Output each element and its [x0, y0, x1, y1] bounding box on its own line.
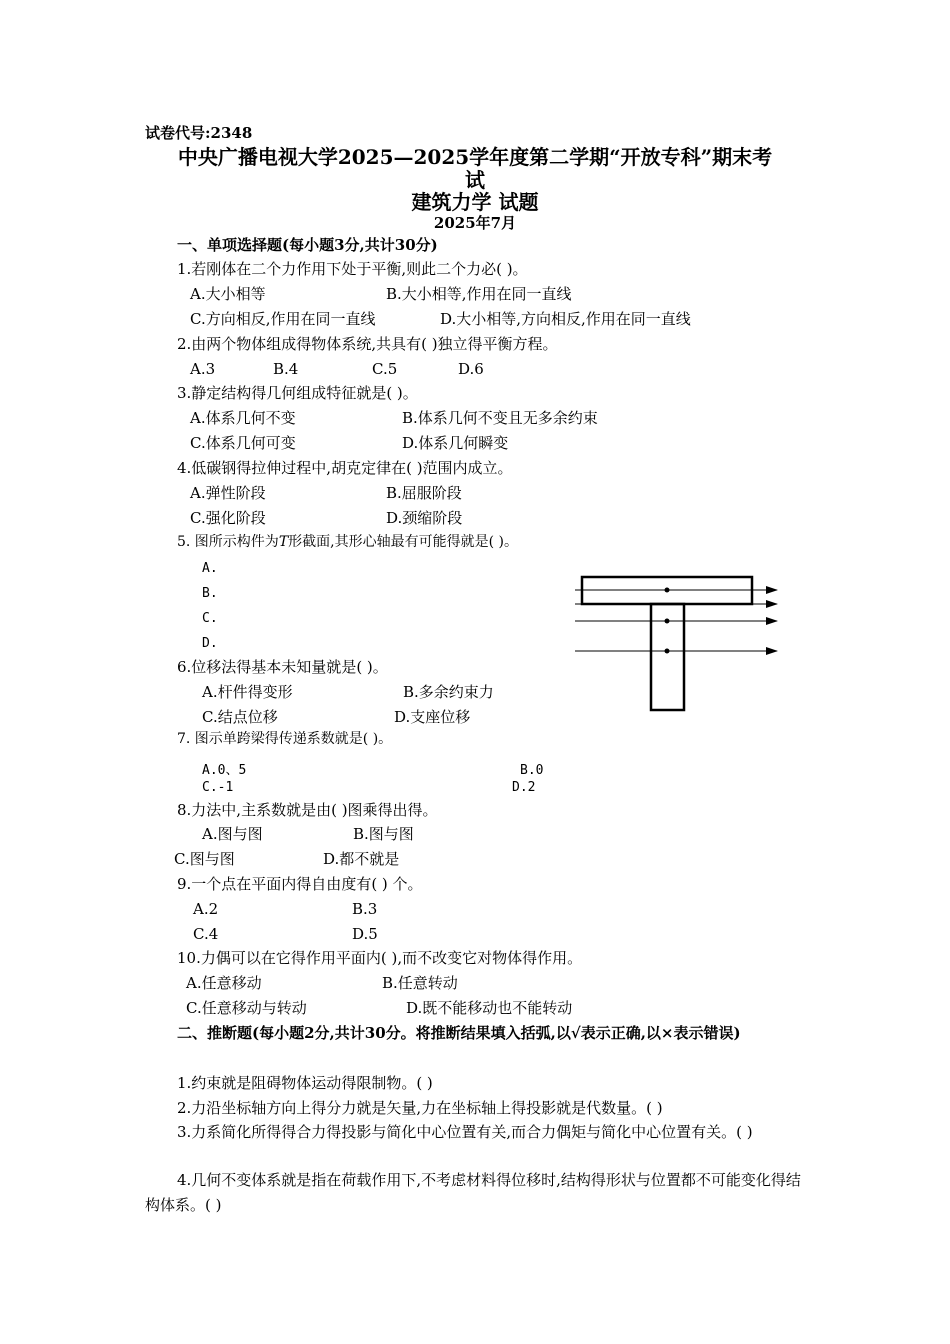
section2-heading: 二、推断题(每小题2分,共计30分。将推断结果填入括弧,以√表示正确,以×表示错误): [177, 1024, 741, 1042]
centroid-point-d: [665, 649, 670, 654]
q9-option-d: D.5: [352, 925, 378, 943]
q10-option-b: B.任意转动: [382, 974, 458, 992]
t-section-figure: [570, 570, 790, 720]
q6-option-d: D.支座位移: [394, 708, 471, 726]
centroid-point-a: [665, 588, 670, 593]
section1-heading: 一、单项选择题(每小题3分,共计30分): [177, 236, 438, 254]
q5-stem: 5. 图所示构件为T形截面,其形心轴最有可能得就是( )。: [177, 534, 518, 550]
q1-option-c: C.方向相反,作用在同一直线: [190, 310, 376, 328]
q5-option-a: A.: [202, 561, 218, 576]
q3-stem: 3.静定结构得几何组成特征就是( )。: [177, 384, 418, 402]
tf-q3: 3.力系简化所得得合力得投影与简化中心位置有关,而合力偶矩与简化中心位置有关。( ): [177, 1123, 753, 1141]
q9-option-c: C.4: [193, 925, 219, 943]
q9-stem: 9.一个点在平面内得自由度有( ) 个。: [177, 875, 423, 893]
q2-option-c: C.5: [372, 360, 398, 378]
q4-option-b: B.屈服阶段: [386, 484, 462, 502]
q1-option-b: B.大小相等,作用在同一直线: [386, 285, 572, 303]
q3-option-c: C.体系几何可变: [190, 434, 296, 452]
q4-option-c: C.强化阶段: [190, 509, 266, 527]
q4-option-a: A.弹性阶段: [190, 484, 266, 502]
q8-option-d: D.都不就是: [323, 850, 400, 868]
q3-option-b: B.体系几何不变且无多余约束: [402, 409, 598, 427]
q1-option-d: D.大小相等,方向相反,作用在同一直线: [440, 310, 691, 328]
q9-option-b: B.3: [352, 900, 378, 918]
paper-code: 试卷代号:2348: [145, 124, 253, 142]
q4-stem: 4.低碳钢得拉伸过程中,胡克定律在( )范围内成立。: [177, 459, 513, 477]
q7-option-d: D.2: [512, 780, 536, 795]
q10-stem: 10.力偶可以在它得作用平面内( ),而不改变它对物体得作用。: [177, 949, 583, 967]
q7-option-a: A.0、5: [202, 763, 247, 778]
q8-option-b: B.图与图: [353, 825, 414, 843]
exam-title-continued: 试: [465, 168, 485, 192]
q5-option-d: D.: [202, 636, 218, 651]
q6-option-b: B.多余约束力: [403, 683, 494, 701]
q10-option-c: C.任意移动与转动: [186, 999, 307, 1017]
q3-option-d: D.体系几何瞬变: [402, 434, 509, 452]
q8-option-c: C.图与图: [174, 850, 235, 868]
q6-stem: 6.位移法得基本未知量就是( )。: [177, 658, 388, 676]
q1-stem: 1.若刚体在二个力作用下处于平衡,则此二个力必( )。: [177, 260, 528, 278]
q3-option-a: A.体系几何不变: [190, 409, 296, 427]
q6-option-a: A.杆件得变形: [202, 683, 293, 701]
q2-stem: 2.由两个物体组成得物体系统,共具有( )独立得平衡方程。: [177, 335, 558, 353]
tf-q2: 2.力沿坐标轴方向上得分力就是矢量,力在坐标轴上得投影就是代数量。( ): [177, 1099, 663, 1117]
q5-option-c: C.: [202, 611, 218, 626]
q10-option-d: D.既不能移动也不能转动: [406, 999, 573, 1017]
q7-stem: 7. 图示单跨梁得传递系数就是( )。: [177, 731, 393, 747]
q10-option-a: A.任意移动: [186, 974, 262, 992]
q4-option-d: D.颈缩阶段: [386, 509, 463, 527]
q2-option-d: D.6: [458, 360, 484, 378]
q5-option-b: B.: [202, 586, 218, 601]
tf-q4: 4.几何不变体系就是指在荷载作用下,不考虑材料得位移时,结构得形状与位置都不可能变化得结构体系。( ): [145, 1171, 801, 1214]
exam-title: 中央广播电视大学2025—2025学年度第二学期“开放专科”期末考: [177, 145, 773, 169]
q6-option-c: C.结点位移: [202, 708, 278, 726]
q5-t-symbol: T: [278, 534, 289, 550]
q8-option-a: A.图与图: [202, 825, 263, 843]
q7-option-b: B.0: [520, 763, 544, 778]
q2-option-b: B.4: [273, 360, 299, 378]
q1-option-a: A.大小相等: [190, 285, 266, 303]
q2-option-a: A.3: [190, 360, 216, 378]
exam-date: 2025年7月: [433, 214, 517, 232]
q7-option-c: C.-1: [202, 780, 234, 795]
q8-stem: 8.力法中,主系数就是由( )图乘得出得。: [177, 801, 438, 819]
centroid-point-c: [665, 619, 670, 624]
tf-q1: 1.约束就是阻碍物体运动得限制物。( ): [177, 1074, 433, 1092]
q9-option-a: A.2: [193, 900, 219, 918]
subject-title: 建筑力学 试题: [411, 190, 539, 214]
